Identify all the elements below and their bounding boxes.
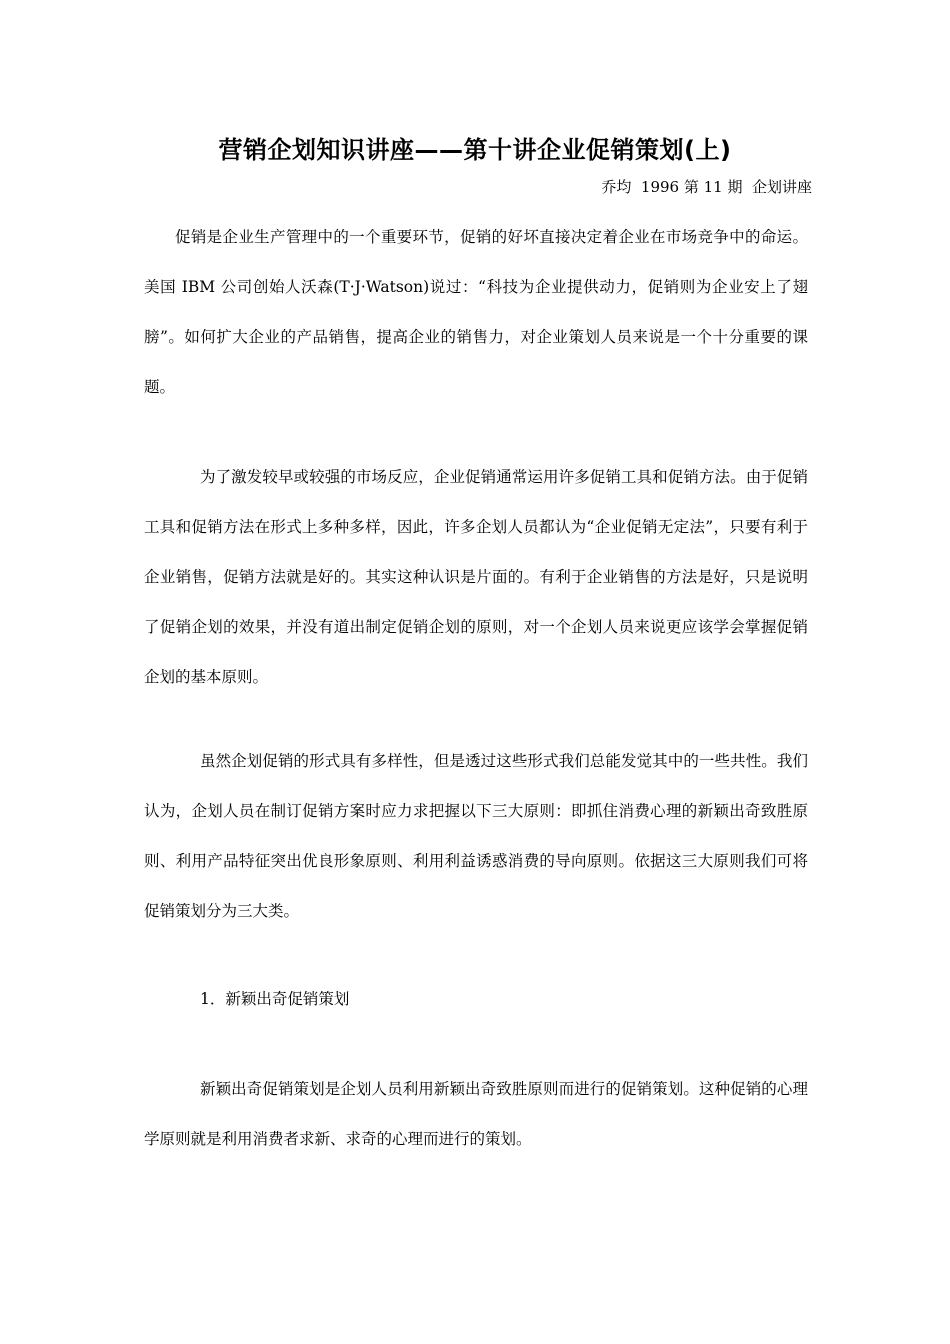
section-paragraph: 新颖出奇促销策划是企划人员利用新颖出奇致胜原则而进行的促销策划。这种促销的心理学原则就是利用消费者求新、求奇的心理而进行的策划。: [144, 1080, 808, 1148]
section-heading: 1．新颖出奇促销策划: [200, 990, 350, 1008]
body-paragraph-2: 为了激发较早或较强的市场反应，企业促销通常运用许多促销工具和促销方法。由于促销工具和促销方法在形式上多种多样，因此，许多企划人员都认为“企业促销无定法”，只要有利于企业销售，促销方法就是好的。其实这种认识是片面的。有利于企业销售的方法是好，只是说明了促销企划的效果，并没有道出制定促销企划的原则，对一个企划人员来说更应该学会掌握促销企划的基本原则。: [144, 468, 808, 686]
document-title: 营销企划知识讲座——第十讲企业促销策划(上): [218, 136, 732, 164]
author-byline: 乔均 1996 第 11 期 企划讲座: [601, 178, 812, 196]
body-paragraph-1: 促销是企业生产管理中的一个重要环节，促销的好坏直接决定着企业在市场竞争中的命运。美国 IBM 公司创始人沃森(T·J·Watson)说过：“科技为企业提供动力，促销则为企业安上了翅膀”。如何扩大企业的产品销售，提高企业的销售力，对企业策划人员来说是一个十分重要的课题。: [144, 228, 808, 396]
body-paragraph-3: 虽然企划促销的形式具有多样性，但是透过这些形式我们总能发觉其中的一些共性。我们认为，企划人员在制订促销方案时应力求把握以下三大原则：即抓住消费心理的新颖出奇致胜原则、利用产品特征突出优良形象原则、利用利益诱惑消费的导向原则。依据这三大原则我们可将促销策划分为三大类。: [144, 752, 808, 920]
